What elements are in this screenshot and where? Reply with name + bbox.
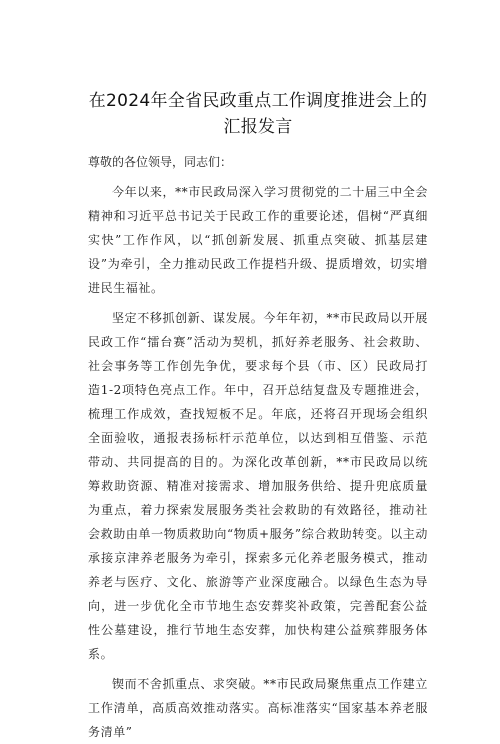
paragraph-intro: 今年以来，**市民政局深入学习贯彻党的二十届三中全会精神和习近平总书记关于民政工作的重要论述，倡树“严真细实快”工作作风，以“抓创新发展、抓重点突破、抓基层建设”为牵引，全力推动民政工作提档升级、提质增效，切实增进民生福祉。 (88, 185, 428, 295)
salutation: 尊敬的各位领导，同志们： (88, 155, 233, 169)
document-title: 在2024年全省民政重点工作调度推进会上的汇报发言 (88, 91, 428, 137)
paragraph-innovation: 坚定不移抓创新、谋发展。今年年初，**市民政局以开展民政工作“擂台赛”活动为契机，抓好养老服务、社会救助、社会事务等工作创先争优，要求每个县（市、区）民政局打造1-2项特色亮点工作。年中，召开总结复盘及专题推进会，梳理工作成效，查找短板不足。年底，还将召开现场会组织全面验收，通报表扬标杆示范单位，以达到相互借鉴、示范带动、共同提高的目的。为深化改革创新，**市民政局以统筹救助资源、精准对接需求、增加服务供给、提升兜底质量为重点，着力探索发展服务类社会救助的有效路径，推动社会救助由单一物质救助向“物质+服务”综合救助转变。以主动承接京津养老服务为牵引，探索多元化养老服务模式，推动养老与医疗、文化、旅游等产业深度融合。以绿色生态为导向，进一步优化全市节地生态安葬奖补政策，完善配套公益性公墓建设，推行节地生态安葬，加快构建公益殡葬服务体系。 (88, 311, 428, 661)
paragraph-key-work: 锲而不舍抓重点、求突破。**市民政局聚焦重点工作建立工作清单，高质高效推动落实。高标准落实“国家基本养老服务清单” (88, 677, 428, 739)
